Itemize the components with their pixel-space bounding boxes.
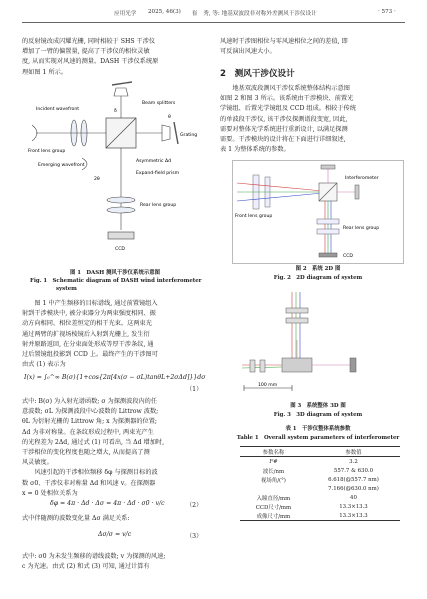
rear-lens-shape [107,197,135,203]
interferometer-3d [282,358,312,372]
prism-top [114,88,128,96]
table-row [240,466,400,475]
text-line: 过后置镜组投影到 CCD 上。最终产生的干涉图可 [22,350,158,358]
label-grating: Grating [180,133,198,138]
text-line: 可反演出风速大小。 [220,48,276,56]
label-theta: θ [168,115,171,120]
label-rear-lens: Rear lens group [140,203,177,208]
equation-3: Δσ/σ = v/c [98,531,132,538]
table-cell: 视场角/(°) [261,477,286,484]
text-line: 度, 从而实现对风速的测量。DASH 干涉仪系统原 [22,58,159,66]
fig1-caption-cn: 图 1 DASH 测风干涉仪系统示意图 [69,270,161,276]
text-line: 式中: σ0 为未发生频移的谱线波数; v 为探测的风速; [22,553,166,560]
text-line: 射到干涉模块中, 被分束器分为两束强度相同、振 [22,310,156,318]
table-cell: 13.3×13.3 [339,512,368,519]
table-cell: 40 [350,494,357,501]
text-line: 由式 (1) 表示为 [22,361,66,369]
equation-2-number: （2） [186,502,203,509]
text-line: 图 1 中产生频移的目标谱线, 通过前置镜组入 [22,300,158,307]
text-line: 数 σ0、干涉仪非对称量 Δd 和风速 v。在探测器 [22,479,156,487]
table-cell: 入瞳直径/mm [256,495,291,502]
table-row [240,457,400,467]
left-bottom-paragraph [22,552,208,572]
fig3-caption-cn: 图 3 系统整体 3D 图 [290,403,346,409]
table-cell: 3.2 [349,458,358,465]
grating-element [355,185,359,199]
system-2d-layout [233,161,403,263]
text-line: 如图 2 和图 3 所示。该系统由干涉模块、前置光 [220,95,354,103]
section-heading: 2 测风干涉仪设计 [220,69,295,79]
header-rule [22,22,405,23]
table1-caption-cn: 表 1 干涉仪整体系统参数 [285,426,351,432]
text-line: 理如图 1 所示。 [22,68,67,76]
text-line: 表 1 为整体系统的参数。 [220,146,290,154]
equation-1: I(x) = ∫₀^∞ B(σ){1+cos{2π[4x(σ − σL)tanθL+2σΔd]}}dσ [24,374,206,381]
figure-3-diagram [232,288,402,398]
label-rear-lens-group: Rear lens group [343,226,380,231]
fig2-caption-cn: 图 2 系统 2D 图 [295,266,341,272]
lens-3d [286,318,308,323]
scale-label: 100 mm [258,383,278,388]
ray-red [237,183,323,191]
text-line: 式中: B(σ) 为入射光谱函数; σ 为探测波段内的任 [22,398,158,405]
rear-lens-element [317,229,339,234]
journal-name: 应用光学 [114,11,137,17]
left-mid-paragraph [22,299,208,370]
text-line: 风速引起的干涉相位频移 δφ 与探测目标的波 [22,469,158,477]
dash-schematic [22,80,208,266]
left-top-paragraph [22,37,208,78]
left-after-eq2-paragraph [22,514,208,524]
table-cell: F# [269,458,278,465]
label-incident-wavefront: Incident wavefront [36,107,80,112]
text-line: 通过两臂的扩视场棱镜后入射到光栅上, 发生衍 [22,330,150,338]
text-line: 增加了一臂的偏置量, 提高了干涉仪的相位灵敏 [22,48,150,56]
text-line: 动方向相同、相位差恒定的相干光束。这两束光 [22,320,152,328]
label-front-lens-group: Front lens group [235,214,273,219]
text-line: x = 0 处相位关系为 [22,489,78,497]
prism-right [162,125,170,141]
label-asymmetric: Asymmetric Δd [136,159,172,164]
table1-caption-en: Table 1 Overall system parameters of interferometer [236,435,400,441]
table-cell: 13.3×13.3 [339,503,368,510]
label-expand-prism: Expand-field prism [136,171,180,176]
table-cell [240,484,307,493]
equation-1-number: （1） [186,386,203,393]
parameters-table [240,446,400,521]
volume-issue: 2025, 46(3) [148,9,181,15]
table-header-value: 参数值 [345,449,362,456]
equation-2: δφ = 4π · Δd · Δσ = 4π · Δd · σ0 · v/c [50,500,165,507]
rear-lens-element [317,219,339,224]
table-row [240,493,400,502]
ccd-shape [108,232,134,239]
text-line: 学镜组、后置光学镜组及 CCD 组成。相较于传统 [220,105,356,113]
text-line: 式中伴随测的波数变化量 Δσ 满足关系: [22,515,130,522]
table-cell: 波长/nm [262,468,285,475]
right-top-paragraph [220,37,406,57]
label-interferometer: Interferometer [345,176,379,181]
text-line: 干涉相位的变化程度也随之增大, 从而提高了测 [22,448,150,456]
fig1-caption-en: Fig. 1 Schematic diagram of DASH wind interferometer [30,278,202,284]
figure-1-diagram [22,80,208,266]
label-ccd: CCD [343,254,353,259]
lens-3d [286,308,308,313]
table-cell: 7.166(@630.0 nm) [328,485,379,492]
right-mid-paragraph [220,84,406,155]
text-line: 风速时干涉图相位与零风速相位之间的差值, 即 [220,38,348,45]
text-line: 需要对整体光学系统进行重新设计, 以满足探测 [220,125,348,133]
fig2-caption-en: Fig. 2 2D diagram of system [273,275,363,281]
page-number: · 573 · [378,9,396,15]
text-line: 的光程差为 2Δd, 通过式 (1) 可看出, 当 Δd 增加时, [22,438,165,446]
text-line: 意波数; σL 为探测波段中心波数的 Littrow 波数; [22,408,159,416]
text-line: 地基双波段测风干涉仪系统整体结构示意图 [220,85,350,92]
fig3-caption-en: Fig. 3 3D diagram of system [273,412,363,418]
table [240,446,400,521]
text-line: c 为光速。由式 (2) 和式 (3) 可知, 通过计算有 [22,563,150,571]
equation-3-number: （3） [186,533,203,540]
table-row [240,511,400,521]
table-cell: 成像尺寸/mm [256,513,291,520]
label-two-theta: 2θ [94,177,100,182]
text-line: 风灵敏度。 [22,459,53,467]
text-line: 的单波段干涉仪, 该干涉仪探测谱段变宽, 因此, [220,115,348,123]
label-beam-splitters: Beam splitters [142,101,176,106]
grating-element [321,165,335,169]
table-cell: CCD尺寸/mm [255,504,292,511]
table-header-param: 参数名称 [262,449,285,456]
label-emerging-wavefront: Emerging wavefront [38,163,85,168]
lens-3d [260,360,265,372]
label-delta: δ [114,109,117,114]
system-3d-layout [232,288,402,398]
table-cell: 557.7 & 630.0 [333,467,374,474]
rear-lens-shape [107,207,135,213]
left-after-eq1-paragraph [22,397,208,499]
table-row [240,484,400,493]
table-cell: 6.618(@557.7 nm) [328,476,379,483]
text-line: 射并原路返回, 在分束面处形成等厚干涉条纹, 通 [22,340,154,348]
table-row [240,475,400,484]
grating-top [112,82,132,85]
ray-blue [237,193,323,201]
text-line: 的反射镜改成闪耀光栅, 同时相较于 SHS 干涉仪 [22,38,156,45]
figure-2-diagram [232,160,404,264]
grating-right [174,122,178,144]
label-ccd: CCD [115,247,125,252]
grating-3d [350,358,356,372]
lens-3d [250,360,255,372]
table-header-row [240,447,400,457]
ccd-element [319,253,337,257]
table-row [240,502,400,511]
text-line: 需要。干涉模块的设计将在下面进行详细叙述, [220,135,346,143]
text-line: θL 为衍射光栅的 Littrow 角; x 为探测器的位置; [22,418,157,426]
fig1-caption-en-cont: system [56,286,77,292]
text-line: Δd 为非对称量。在条纹形成过程中, 两束光产生 [22,428,154,436]
running-title: 崔 秀, 等: 地基双波段非对称外差测风干涉仪设计 [192,11,317,17]
label-front-lens: Front lens group [28,149,66,154]
